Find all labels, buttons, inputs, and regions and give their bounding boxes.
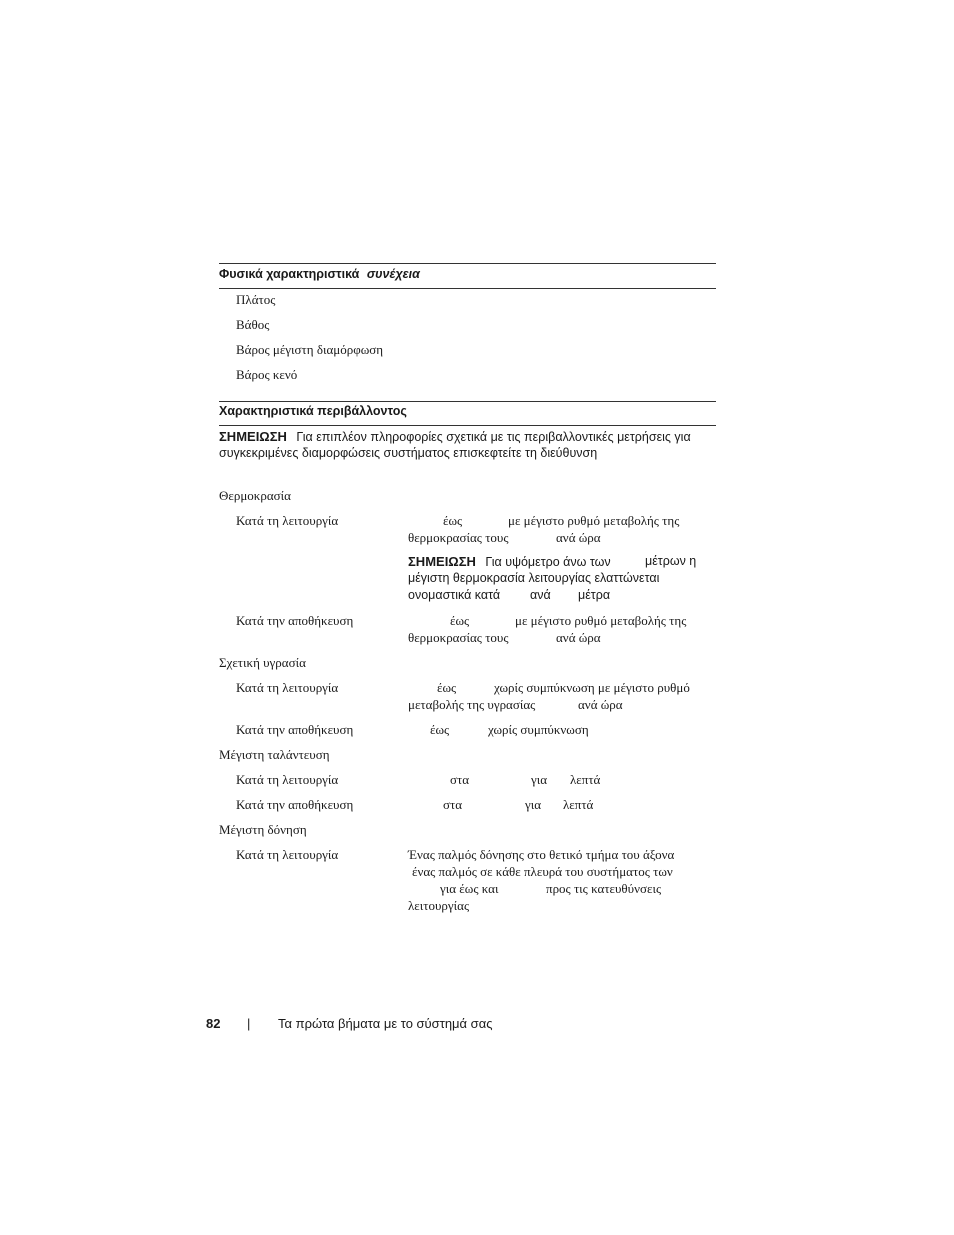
shock-line3-a: για έως και bbox=[440, 881, 499, 896]
altitude-note-d: ανά bbox=[530, 588, 551, 602]
vibration-operating-label: Κατά τη λειτουργία bbox=[236, 772, 339, 787]
vibration-operating-val-c: λεπτά bbox=[570, 772, 601, 787]
temp-storage-val-c: θερμοκρασίας τους bbox=[408, 630, 509, 645]
environment-note bbox=[219, 429, 691, 444]
temp-storage-val-b: με μέγιστο ρυθμό μεταβολής της bbox=[515, 613, 687, 628]
altitude-note-label: ΣΗΜΕΙΩΣΗ bbox=[408, 554, 476, 569]
vibration-operating-val-a: στα bbox=[450, 772, 470, 787]
humidity-operating-val-b: χωρίς συμπύκνωση με μέγιστο ρυθμό bbox=[494, 680, 690, 695]
physical-title-suffix: συνέχεια bbox=[366, 267, 420, 281]
shock-line4: λειτουργίας bbox=[408, 898, 470, 913]
footer-separator: | bbox=[247, 1016, 251, 1031]
temp-operating-label: Κατά τη λειτουργία bbox=[236, 513, 339, 528]
altitude-note-e: μέτρα bbox=[578, 588, 611, 602]
humidity-operating-val-d: ανά ώρα bbox=[578, 697, 623, 712]
altitude-note-line2: μέγιστη θερμοκρασία λειτουργίας ελαττώνεται bbox=[408, 571, 660, 585]
temp-operating-val-a: έως bbox=[443, 513, 463, 528]
humidity-header: Σχετική υγρασία bbox=[219, 655, 306, 670]
altitude-note-c: ονομαστικά κατά bbox=[408, 588, 501, 602]
top-rule bbox=[219, 263, 716, 264]
physical-header-rule bbox=[219, 288, 716, 289]
vibration-storage-val-c: λεπτά bbox=[563, 797, 594, 812]
altitude-note-b: μέτρων η bbox=[645, 554, 697, 568]
temp-operating-val-b: με μέγιστο ρυθμό μεταβολής της bbox=[508, 513, 680, 528]
note-line2: συγκεκριμένες διαμορφώσεις συστήματος επισκεφτείτε τη διεύθυνση bbox=[219, 446, 598, 460]
page-number: 82 bbox=[206, 1016, 221, 1031]
physical-section-title bbox=[219, 267, 420, 281]
vibration-operating-val-b: για bbox=[531, 772, 548, 787]
shock-line3-b: προς τις κατευθύνσεις bbox=[546, 881, 662, 896]
vibration-storage-label: Κατά την αποθήκευση bbox=[236, 797, 354, 812]
shock-header: Μέγιστη δόνηση bbox=[219, 822, 307, 837]
environment-section-title: Χαρακτηριστικά περιβάλλοντος bbox=[219, 404, 407, 418]
vibration-header: Μέγιστη ταλάντευση bbox=[219, 747, 330, 762]
vibration-storage-val-a: στα bbox=[443, 797, 463, 812]
shock-line1: Ένας παλμός δόνησης στο θετικό τμήμα του άξονα bbox=[408, 847, 675, 862]
humidity-storage-val-a: έως bbox=[430, 722, 450, 737]
environment-top-rule bbox=[219, 401, 716, 402]
humidity-operating-val-a: έως bbox=[437, 680, 457, 695]
temp-storage-val-a: έως bbox=[450, 613, 470, 628]
humidity-storage-label: Κατά την αποθήκευση bbox=[236, 722, 354, 737]
temp-operating-val-d: ανά ώρα bbox=[556, 530, 601, 545]
note-label: ΣΗΜΕΙΩΣΗ bbox=[219, 429, 287, 444]
temp-storage-val-d: ανά ώρα bbox=[556, 630, 601, 645]
shock-operating-label: Κατά τη λειτουργία bbox=[236, 847, 339, 862]
depth-label: Βάθος bbox=[236, 317, 270, 332]
humidity-operating-label: Κατά τη λειτουργία bbox=[236, 680, 339, 695]
environment-header-rule bbox=[219, 425, 716, 426]
humidity-storage-val-b: χωρίς συμπύκνωση bbox=[488, 722, 589, 737]
footer-text: Τα πρώτα βήματα με το σύστημά σας bbox=[278, 1016, 493, 1031]
humidity-operating-val-c: μεταβολής της υγρασίας bbox=[408, 697, 536, 712]
temperature-header: Θερμοκρασία bbox=[219, 488, 291, 503]
shock-line2: ένας παλμός σε κάθε πλευρά του συστήματος των bbox=[412, 864, 673, 879]
temp-operating-val-c: θερμοκρασίας τους bbox=[408, 530, 509, 545]
altitude-note-a: Για υψόμετρο άνω των bbox=[485, 555, 611, 569]
weight-empty-label: Βάρος κενό bbox=[236, 367, 298, 382]
weight-max-label: Βάρος μέγιστη διαμόρφωση bbox=[236, 342, 384, 357]
width-label: Πλάτος bbox=[236, 292, 276, 307]
note-line1: Για επιπλέον πληροφορίες σχετικά με τις περιβαλλοντικές μετρήσεις για bbox=[296, 430, 691, 444]
physical-title-text: Φυσικά χαρακτηριστικά bbox=[219, 267, 360, 281]
altitude-note-line1 bbox=[408, 554, 611, 569]
temp-storage-label: Κατά την αποθήκευση bbox=[236, 613, 354, 628]
vibration-storage-val-b: για bbox=[525, 797, 542, 812]
